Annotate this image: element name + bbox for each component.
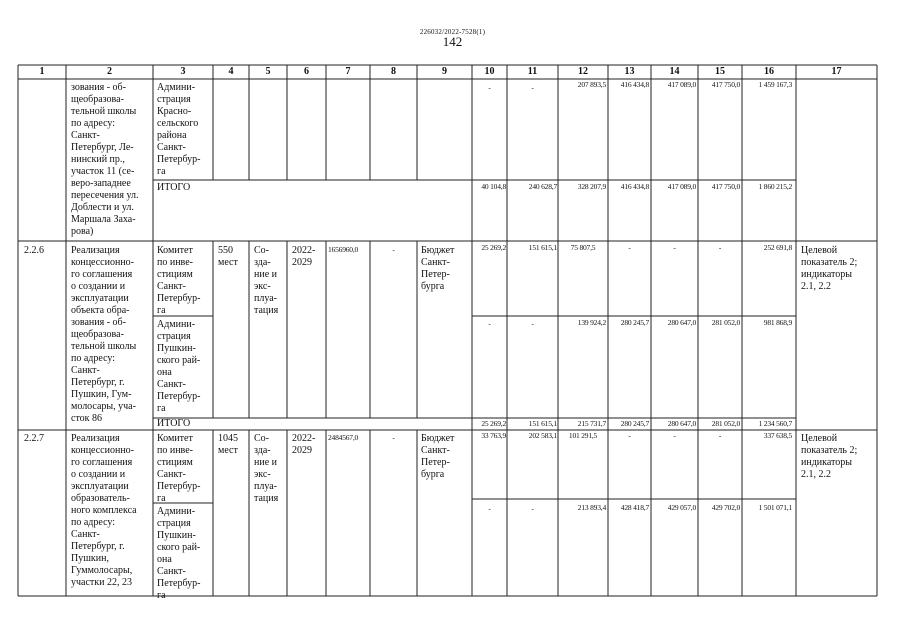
row-226-capacity: 550 мест bbox=[218, 245, 238, 268]
row-a-v16: 1 459 167,3 bbox=[758, 80, 792, 89]
row-226-name: Реализация концессионно- го соглашения о создании и эксплуатации объекта обра- зования - об- щеобразова- тельной школы по адресу: Санкт- Петербург, г. Пушкин, Гум- молосары, уча- сток 86 bbox=[71, 245, 137, 424]
row-226-col8: - bbox=[392, 245, 395, 254]
row-227-cost: 2484567,0 bbox=[328, 433, 359, 442]
row-226-t11: 151 615,1 bbox=[528, 419, 557, 428]
row-226-t16: 1 234 560,7 bbox=[758, 419, 792, 428]
row-226-number: 2.2.6 bbox=[24, 245, 44, 256]
row-226-target: Целевой показатель 2; индикаторы 2.1, 2.2 bbox=[801, 245, 858, 292]
row-227-number: 2.2.7 bbox=[24, 433, 44, 444]
row-226-cost: 1656960,0 bbox=[328, 245, 359, 254]
row-226-t12: 215 731,7 bbox=[577, 419, 606, 428]
row-227-a15: - bbox=[718, 431, 722, 440]
row-a-t12: 328 207,9 bbox=[577, 182, 606, 191]
row-226-a12: 75 807,5 bbox=[570, 243, 596, 252]
row-226-executor-1: Комитет по инве- стициям Санкт- Петербур- га bbox=[157, 245, 201, 316]
row-226-t10: 25 269,2 bbox=[481, 419, 506, 428]
row-226-a13: - bbox=[628, 243, 631, 252]
row-226-a15: - bbox=[718, 243, 722, 252]
row-a-v14: 417 089,0 bbox=[667, 80, 696, 89]
row-a-v13: 416 434,8 bbox=[620, 80, 649, 89]
row-227-executor-1: Комитет по инве- стициям Санкт- Петербур- га bbox=[157, 433, 201, 504]
col-header-10: 10 bbox=[484, 66, 495, 77]
row-227-col8: - bbox=[392, 433, 395, 442]
row-227-b10: - bbox=[488, 504, 491, 513]
row-227-capacity: 1045 мест bbox=[218, 433, 238, 456]
col-header-2: 2 bbox=[107, 66, 112, 77]
row-227-a12: 101 291,5 bbox=[568, 431, 598, 440]
row-a-v11: - bbox=[531, 83, 534, 92]
row-226-period: 2022- 2029 bbox=[292, 245, 316, 268]
page-number: 142 bbox=[442, 34, 463, 49]
row-227-b15: 429 702,0 bbox=[711, 503, 740, 512]
row-227-b13: 428 418,7 bbox=[620, 503, 649, 512]
row-227-b16: 1 501 071,1 bbox=[758, 503, 792, 512]
col-header-4: 4 bbox=[228, 66, 234, 77]
row-a-t11: 240 628,7 bbox=[528, 182, 557, 191]
row-a-total-label: ИТОГО bbox=[157, 182, 191, 193]
row-a-v15: 417 750,0 bbox=[711, 80, 740, 89]
row-227-executor-2: Админи- страция Пушкин- ского рай- она Санкт- Петербур- га bbox=[157, 506, 201, 601]
row-226-stage: Со- зда- ние и экс- плуа- тация bbox=[254, 245, 279, 316]
row-226-b13: 280 245,7 bbox=[620, 318, 649, 327]
row-227-a16: 337 638,5 bbox=[763, 431, 792, 440]
row-a-t13: 416 434,8 bbox=[620, 182, 649, 191]
row-226-t14: 280 647,0 bbox=[667, 419, 696, 428]
row-226-b12: 139 924,2 bbox=[577, 318, 606, 327]
row-226-total-label: ИТОГО bbox=[157, 418, 191, 429]
row-227-target: Целевой показатель 2; индикаторы 2.1, 2.2 bbox=[801, 433, 858, 480]
row-227-source: Бюджет Санкт- Петер- бурга bbox=[421, 433, 455, 480]
row-226-a14: - bbox=[673, 243, 676, 252]
col-header-5: 5 bbox=[265, 66, 271, 77]
row-226-b16: 981 868,9 bbox=[763, 318, 792, 327]
row-227-a10: 33 763,9 bbox=[481, 431, 506, 440]
col-header-8: 8 bbox=[391, 66, 396, 77]
row-227-b12: 213 893,4 bbox=[577, 503, 606, 512]
row-227-stage: Со- зда- ние и экс- плуа- тация bbox=[254, 433, 279, 504]
row-226-a11: 151 615,1 bbox=[528, 243, 557, 252]
row-226-b15: 281 052,0 bbox=[711, 318, 740, 327]
col-header-9: 9 bbox=[442, 66, 447, 77]
document-code: 226032/2022-7528(1) bbox=[419, 28, 486, 36]
col-header-16: 16 bbox=[764, 66, 774, 77]
col-header-17: 17 bbox=[831, 66, 842, 77]
col-header-1: 1 bbox=[39, 66, 45, 77]
row-226-t13: 280 245,7 bbox=[620, 419, 649, 428]
row-227-b11: - bbox=[531, 504, 534, 513]
row-226-executor-2: Админи- страция Пушкин- ского рай- она Санкт- Петербур- га bbox=[157, 319, 201, 414]
col-header-13: 13 bbox=[624, 66, 635, 77]
row-a-t10: 40 104,8 bbox=[481, 182, 506, 191]
row-a-t15: 417 750,0 bbox=[711, 182, 740, 191]
row-227-period: 2022- 2029 bbox=[292, 433, 316, 456]
row-226-b11: - bbox=[531, 319, 534, 328]
col-header-6: 6 bbox=[304, 66, 309, 77]
col-header-11: 11 bbox=[527, 66, 538, 77]
row-a-t14: 417 089,0 bbox=[667, 182, 696, 191]
row-226-a16: 252 691,8 bbox=[763, 243, 792, 252]
row-226-source: Бюджет Санкт- Петер- бурга bbox=[421, 245, 455, 292]
row-226-t15: 281 052,0 bbox=[711, 419, 740, 428]
col-header-3: 3 bbox=[180, 66, 186, 77]
row-227-a14: - bbox=[673, 431, 676, 440]
row-a-v10: - bbox=[488, 83, 491, 92]
row-226-a10: 25 269,2 bbox=[481, 243, 506, 252]
row-227-a11: 202 583,1 bbox=[528, 431, 557, 440]
col-header-7: 7 bbox=[345, 66, 351, 77]
row-227-a13: - bbox=[628, 431, 631, 440]
row-226-b10: - bbox=[488, 319, 491, 328]
row-227-name: Реализация концессионно- го соглашения о создании и эксплуатации образователь- ного комплекса по адресу: Санкт- Петербург, г. Пушкин, Гуммолосары, участки 22, 23 bbox=[71, 433, 137, 588]
row-226-b14: 280 647,0 bbox=[667, 318, 696, 327]
row-a-t16: 1 860 215,2 bbox=[758, 182, 792, 191]
row-227-b14: 429 057,0 bbox=[667, 503, 696, 512]
row-a-executor: Админи- страция Красно- сельского района Санкт- Петербур- га bbox=[157, 82, 201, 177]
col-header-12: 12 bbox=[578, 66, 588, 77]
row-a-name: зования - об- щеобразова- тельной школы по адресу: Санкт- Петербург, Ле- нинский пр., участок 11 (се- веро-западнее пересечения ул. Доблести и ул. Маршала Заха- рова) bbox=[71, 82, 139, 237]
row-a-v12: 207 893,5 bbox=[577, 80, 606, 89]
col-header-14: 14 bbox=[669, 66, 680, 77]
col-header-15: 15 bbox=[715, 66, 725, 77]
